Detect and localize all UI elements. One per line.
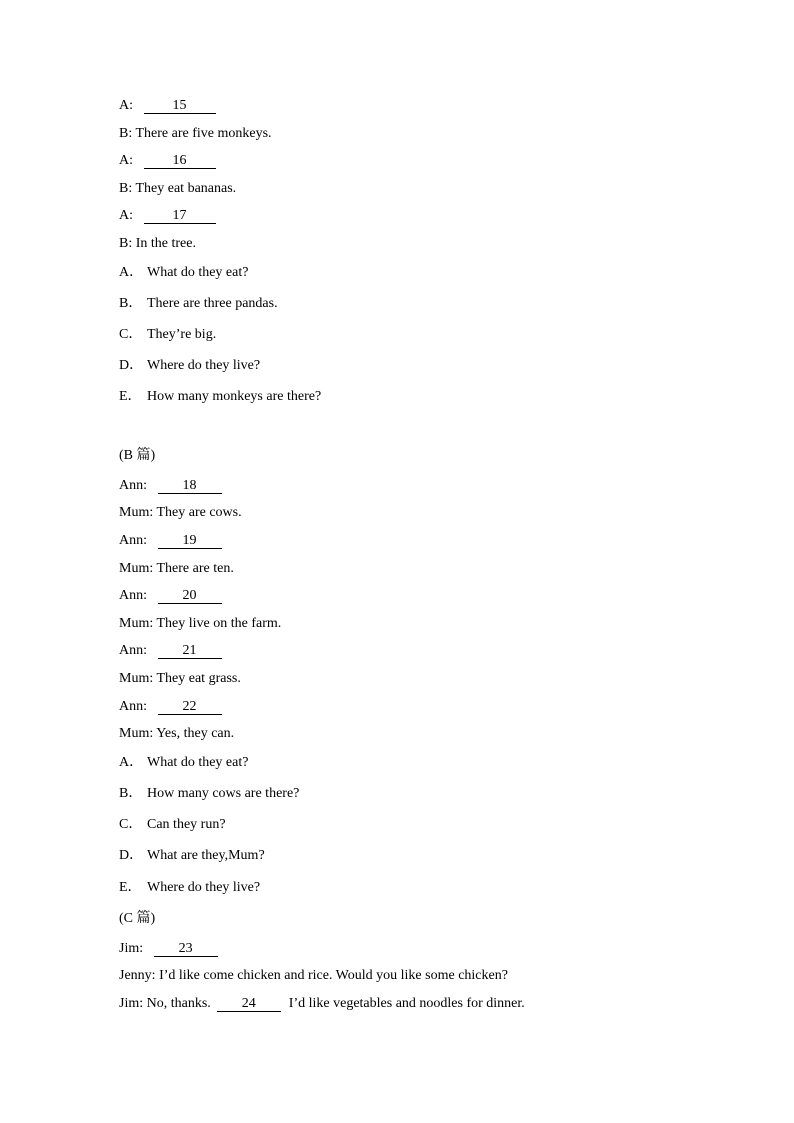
- dialogue-line: [119, 616, 281, 632]
- option-letter: D．: [119, 848, 144, 863]
- dialogue-line: [119, 505, 242, 521]
- option-letter: A．: [119, 755, 144, 770]
- option-letter: B．: [119, 296, 143, 311]
- dialogue-line: [119, 699, 222, 715]
- speaker: B:: [119, 126, 133, 141]
- option-text: What do they eat?: [147, 755, 249, 770]
- option-text: Can they run?: [147, 817, 226, 832]
- option-letter: A．: [119, 265, 144, 280]
- speaker: A:: [119, 98, 133, 113]
- answer-blank: 21: [158, 644, 222, 659]
- dialogue-line: [119, 588, 222, 604]
- dialogue-line: [119, 941, 218, 957]
- answer-blank: 16: [144, 154, 216, 169]
- dialogue-text: No, thanks.: [146, 996, 211, 1011]
- dialogue-line: [119, 98, 216, 114]
- dialogue-text: They are cows.: [156, 505, 242, 520]
- option-text: How many monkeys are there?: [147, 389, 322, 404]
- option-letter: C．: [119, 327, 143, 342]
- dialogue-line: [119, 968, 508, 984]
- answer-blank: 20: [158, 589, 222, 604]
- option-item: [119, 786, 299, 802]
- option-letter: E．: [119, 389, 142, 404]
- section-heading-c: (C 篇): [119, 911, 156, 926]
- option-text: There are three pandas.: [147, 296, 278, 311]
- answer-blank: 24: [217, 997, 281, 1012]
- speaker: Jenny:: [119, 968, 156, 983]
- option-item: [119, 755, 248, 771]
- option-item: [119, 880, 260, 896]
- option-text: How many cows are there?: [147, 786, 300, 801]
- speaker: Ann:: [119, 478, 147, 493]
- dialogue-text: They eat bananas.: [135, 181, 237, 196]
- option-letter: E．: [119, 880, 142, 895]
- option-text: What do they eat?: [147, 265, 249, 280]
- dialogue-text: They live on the farm.: [156, 616, 282, 631]
- section-heading-b: (B 篇): [119, 448, 156, 463]
- speaker: B:: [119, 236, 133, 251]
- option-text: What are they,Mum?: [147, 848, 265, 863]
- answer-blank: 19: [158, 534, 222, 549]
- option-item: [119, 817, 226, 833]
- dialogue-line: [119, 671, 241, 687]
- option-item: [119, 358, 260, 374]
- option-letter: C．: [119, 817, 143, 832]
- dialogue-line: [119, 533, 222, 549]
- answer-blank: 15: [144, 99, 216, 114]
- answer-blank: 17: [144, 209, 216, 224]
- option-letter: D．: [119, 358, 144, 373]
- speaker: Mum:: [119, 616, 154, 631]
- answer-blank: 18: [158, 479, 222, 494]
- dialogue-line: [119, 181, 236, 197]
- speaker: Jim:: [119, 941, 144, 956]
- option-item: [119, 389, 321, 405]
- option-letter: B．: [119, 786, 143, 801]
- option-item: [119, 296, 278, 312]
- dialogue-line: [119, 996, 525, 1012]
- dialogue-line: [119, 643, 222, 659]
- speaker: Ann:: [119, 643, 147, 658]
- dialogue-text: Yes, they can.: [156, 726, 235, 741]
- speaker: Mum:: [119, 505, 154, 520]
- speaker: Ann:: [119, 588, 147, 603]
- dialogue-text: In the tree.: [135, 236, 196, 251]
- dialogue-line: [119, 726, 234, 742]
- speaker: Jim:: [119, 996, 144, 1011]
- speaker: Ann:: [119, 533, 147, 548]
- dialogue-line: [119, 236, 196, 252]
- speaker: A:: [119, 153, 133, 168]
- dialogue-text: They eat grass.: [156, 671, 241, 686]
- dialogue-line: [119, 561, 234, 577]
- answer-blank: 23: [154, 942, 218, 957]
- speaker: Mum:: [119, 671, 154, 686]
- speaker: B:: [119, 181, 133, 196]
- option-text: Where do they live?: [147, 880, 261, 895]
- option-text: They’re big.: [147, 327, 217, 342]
- dialogue-text: There are five monkeys.: [135, 126, 272, 141]
- dialogue-text: There are ten.: [156, 561, 234, 576]
- speaker: Mum:: [119, 726, 154, 741]
- dialogue-line: [119, 478, 222, 494]
- option-item: [119, 327, 216, 343]
- speaker: Ann:: [119, 699, 147, 714]
- option-item: [119, 848, 265, 864]
- option-text: Where do they live?: [147, 358, 261, 373]
- dialogue-line: [119, 208, 216, 224]
- dialogue-line: [119, 126, 272, 142]
- option-item: [119, 265, 248, 281]
- answer-blank: 22: [158, 700, 222, 715]
- dialogue-text: I’d like vegetables and noodles for dinner.: [288, 996, 525, 1011]
- speaker: A:: [119, 208, 133, 223]
- dialogue-line: [119, 153, 216, 169]
- dialogue-text: I’d like come chicken and rice. Would you like some chicken?: [159, 968, 508, 983]
- speaker: Mum:: [119, 561, 154, 576]
